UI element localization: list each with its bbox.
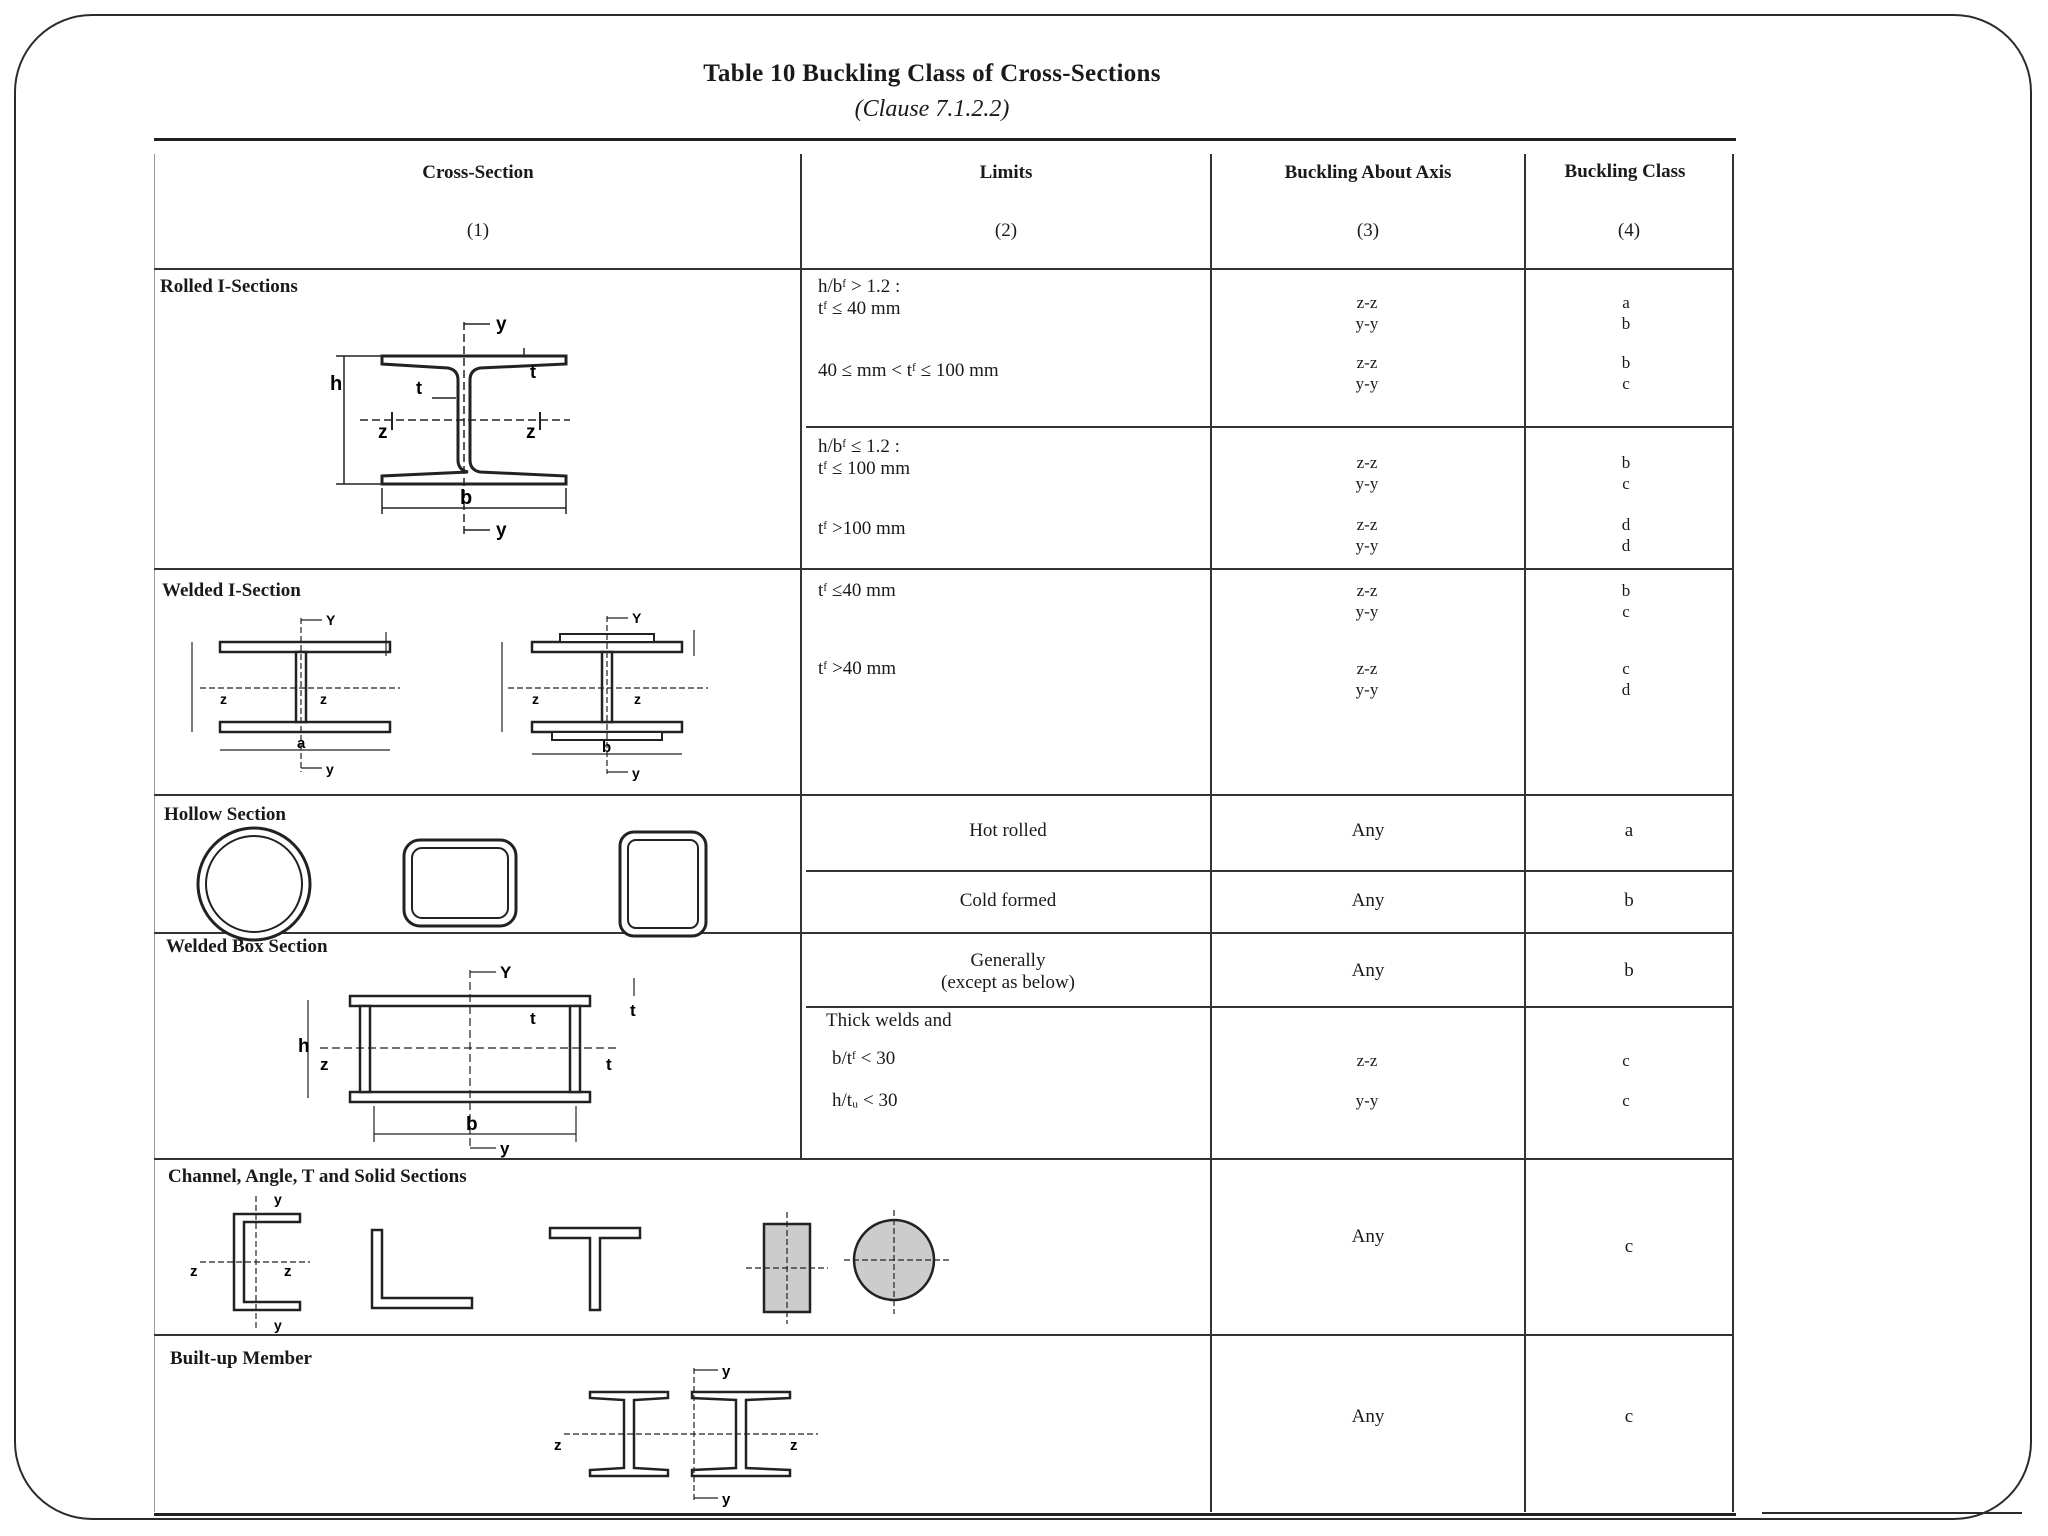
rolled-g1-axes-b: z-z y-y <box>1355 353 1379 393</box>
svg-text:y: y <box>722 1491 731 1508</box>
header-buckling-class: Buckling Class <box>1564 161 1686 182</box>
rolled-g2-limit-b: tᶠ >100 mm <box>818 518 906 539</box>
welded-box-limit-b-head: Thick welds and <box>826 1010 952 1031</box>
channel-angle-t-solid-figure <box>180 1190 960 1333</box>
svg-text:h: h <box>330 373 343 395</box>
welded-box-limit-b2: h/tᵤ < 30 <box>832 1090 898 1111</box>
welded-i-limit-a: tᶠ ≤40 mm <box>818 580 896 601</box>
welded-i-label: Welded I-Section <box>162 580 301 601</box>
table-bottom-rule <box>154 1513 1736 1516</box>
welded-box-axis-a: Any <box>1351 960 1385 981</box>
svg-text:z: z <box>284 1263 292 1280</box>
table-title: Table 10 Buckling Class of Cross-Sections <box>703 60 1161 87</box>
svg-text:b: b <box>466 1114 478 1135</box>
builtup-member-figure <box>550 1363 830 1508</box>
welded-box-axis-b1: z-z <box>1356 1051 1378 1070</box>
svg-text:t: t <box>530 362 536 382</box>
svg-text:z: z <box>526 422 536 443</box>
rolled-g1-class-b: b c <box>1621 353 1631 393</box>
svg-text:z: z <box>320 1055 329 1074</box>
builtup-label: Built-up Member <box>170 1348 312 1369</box>
header-rule <box>154 268 1734 270</box>
channel-label: Channel, Angle, T and Solid Sections <box>168 1166 467 1187</box>
svg-text:z: z <box>554 1437 562 1454</box>
channel-class: c <box>1624 1236 1634 1257</box>
rolled-g2-class-b: d d <box>1621 515 1631 555</box>
welded-i-rule <box>154 794 1734 796</box>
svg-text:z: z <box>190 1263 198 1280</box>
rolled-g2-limit-a: tᶠ ≤ 100 mm <box>818 458 910 479</box>
welded-box-class-b1: c <box>1622 1051 1630 1070</box>
hollow-class-a: a <box>1624 820 1634 841</box>
header-cross-section: Cross-Section <box>422 162 534 183</box>
rolled-g1-axes-a: z-z y-y <box>1355 293 1379 333</box>
welded-i-class-a: b c <box>1621 581 1631 621</box>
builtup-axis: Any <box>1351 1406 1385 1427</box>
rolled-i-section-figure <box>320 308 590 548</box>
hollow-axis-b: Any <box>1351 890 1385 911</box>
svg-text:z: z <box>378 422 388 443</box>
header-num-1: (1) <box>466 220 490 241</box>
header-num-4: (4) <box>1617 220 1641 241</box>
svg-text:b: b <box>460 487 473 509</box>
svg-text:y: y <box>632 765 640 781</box>
rolled-mid-rule <box>806 426 1734 428</box>
header-limits: Limits <box>979 162 1033 183</box>
table-left-edge <box>154 154 155 1512</box>
channel-rule <box>154 1334 1734 1336</box>
svg-text:a: a <box>297 735 306 752</box>
hollow-mid-rule <box>806 870 1734 872</box>
svg-text:y: y <box>274 1317 282 1333</box>
hollow-label: Hollow Section <box>164 804 286 825</box>
welded-i-class-b: c d <box>1621 659 1631 699</box>
footer-rule <box>1762 1512 2022 1514</box>
welded-box-figure <box>290 963 670 1158</box>
svg-text:z: z <box>320 691 327 707</box>
welded-box-limit-b1: b/tᶠ < 30 <box>832 1048 896 1069</box>
svg-text:z: z <box>532 691 539 707</box>
welded-box-class-b2: c <box>1622 1091 1630 1110</box>
header-num-2: (2) <box>994 220 1018 241</box>
rolled-g2-class-a: b c <box>1621 453 1631 493</box>
svg-text:z: z <box>220 691 227 707</box>
svg-text:Y: Y <box>632 610 642 626</box>
col-divider-1 <box>800 154 802 1158</box>
svg-text:y: y <box>722 1363 731 1380</box>
welded-i-axes-a: z-z y-y <box>1355 581 1379 621</box>
welded-box-limit-a: Generally (except as below) <box>941 950 1075 993</box>
box-mid-rule <box>806 1006 1734 1008</box>
svg-text:Y: Y <box>500 963 512 982</box>
welded-box-class-a: b <box>1624 960 1634 981</box>
svg-text:t: t <box>416 378 422 398</box>
table-top-rule <box>154 138 1736 141</box>
svg-text:z: z <box>634 691 641 707</box>
header-num-3: (3) <box>1356 220 1380 241</box>
hollow-sections-figure <box>190 836 730 936</box>
rolled-g2-condition: h/bᶠ ≤ 1.2 : <box>818 436 900 457</box>
hollow-limit-b: Cold formed <box>959 890 1057 911</box>
rolled-i-label: Rolled I-Sections <box>160 276 298 297</box>
box-rule <box>154 1158 1734 1160</box>
rolled-g1-condition: h/bᶠ > 1.2 : <box>818 276 901 297</box>
builtup-class: c <box>1624 1406 1634 1427</box>
svg-text:t: t <box>606 1055 612 1074</box>
svg-text:y: y <box>496 314 507 335</box>
welded-i-axes-b: z-z y-y <box>1355 659 1379 699</box>
hollow-limit-a: Hot rolled <box>969 820 1047 841</box>
svg-text:t: t <box>530 1009 536 1028</box>
svg-text:y: y <box>500 1139 510 1158</box>
svg-text:b: b <box>602 739 612 756</box>
svg-text:y: y <box>326 761 334 777</box>
svg-text:Y: Y <box>326 612 336 628</box>
rolled-g1-limit-a: tᶠ ≤ 40 mm <box>818 298 901 319</box>
header-buckling-axis: Buckling About Axis <box>1284 162 1452 183</box>
rolled-rule <box>154 568 1734 570</box>
welded-box-axis-b2: y-y <box>1355 1091 1379 1110</box>
welded-i-limit-b: tᶠ >40 mm <box>818 658 897 679</box>
svg-text:z: z <box>790 1437 798 1454</box>
svg-text:t: t <box>630 1001 636 1020</box>
rolled-g1-class-a: a b <box>1621 293 1631 333</box>
svg-text:h: h <box>298 1036 310 1057</box>
rolled-g2-axes-a: z-z y-y <box>1355 453 1379 493</box>
hollow-axis-a: Any <box>1351 820 1385 841</box>
table-subtitle: (Clause 7.1.2.2) <box>854 96 1010 122</box>
welded-box-label: Welded Box Section <box>166 936 328 957</box>
welded-i-section-figure-b <box>488 612 718 780</box>
channel-axis: Any <box>1351 1226 1385 1247</box>
svg-text:y: y <box>496 520 507 541</box>
table-right-edge <box>1732 154 1734 1512</box>
welded-i-section-figure-a <box>180 612 410 780</box>
svg-text:y: y <box>274 1191 282 1207</box>
rolled-g1-limit-b: 40 ≤ mm < tᶠ ≤ 100 mm <box>818 360 999 381</box>
rolled-g2-axes-b: z-z y-y <box>1355 515 1379 555</box>
hollow-class-b: b <box>1624 890 1634 911</box>
